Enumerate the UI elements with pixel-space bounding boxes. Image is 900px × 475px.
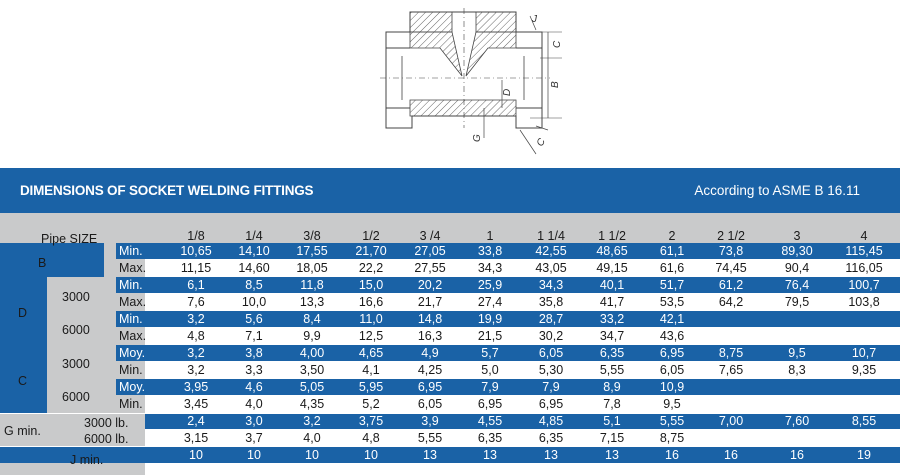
table-cell: 3,50 <box>299 363 325 377</box>
table-cell: 2,4 <box>187 414 205 428</box>
row-type-label: Max. <box>119 329 147 343</box>
pipe-size-header: 4 <box>860 229 868 243</box>
table-cell: 76,4 <box>784 278 810 292</box>
table-cell: 13,3 <box>299 295 325 309</box>
table-cell: 64,2 <box>718 295 744 309</box>
table-cell: 3,9 <box>421 414 439 428</box>
table-cell: 5,30 <box>538 363 564 377</box>
table-cell: 10,0 <box>241 295 267 309</box>
dim-label-d: D <box>502 88 513 96</box>
table-cell: 4,65 <box>358 346 384 360</box>
table-cell: 6,95 <box>477 397 503 411</box>
table-cell: 6,05 <box>417 397 443 411</box>
table-cell: 5,7 <box>481 346 499 360</box>
row-type-label: Min. <box>119 312 143 326</box>
table-cell: 8,4 <box>303 312 321 326</box>
row-type-label: Min. <box>119 363 143 377</box>
table-cell: 7,60 <box>784 414 810 428</box>
table-cell: 10 <box>189 448 203 462</box>
table-cell: 14,10 <box>238 244 270 258</box>
dim-label-g: G <box>472 134 483 142</box>
table-cell: 34,3 <box>477 261 503 275</box>
table-cell: 28,7 <box>538 312 564 326</box>
group-b-label: B <box>38 256 47 270</box>
table-header-bar <box>0 168 900 213</box>
table-cell: 3,0 <box>245 414 263 428</box>
table-cell: 14,8 <box>417 312 443 326</box>
table-cell: 3,3 <box>245 363 263 377</box>
pipe-size-header: 1/4 <box>245 229 263 243</box>
table-cell: 5,55 <box>417 431 443 445</box>
table-cell: 6,35 <box>477 431 503 445</box>
table-cell: 116,05 <box>845 261 883 275</box>
table-cell: 34,7 <box>599 329 625 343</box>
table-cell: 3,45 <box>183 397 209 411</box>
table-cell: 7,00 <box>718 414 744 428</box>
table-cell: 21,5 <box>477 329 503 343</box>
class-c-3000: 3000 <box>62 357 90 371</box>
table-cell: 7,65 <box>718 363 744 377</box>
table-cell: 14,60 <box>238 261 270 275</box>
table-cell: 33,8 <box>477 244 503 258</box>
table-cell: 25,9 <box>477 278 503 292</box>
table-cell: 16 <box>724 448 738 462</box>
table-cell: 4,6 <box>245 380 263 394</box>
table-cell: 13 <box>483 448 497 462</box>
table-cell: 11,8 <box>300 278 324 292</box>
table-cell: 16,3 <box>417 329 443 343</box>
table-cell: 18,05 <box>296 261 328 275</box>
table-cell: 41,7 <box>599 295 625 309</box>
table-cell: 3,15 <box>183 431 209 445</box>
table-cell: 7,9 <box>481 380 499 394</box>
table-cell: 16,6 <box>358 295 384 309</box>
table-cell: 7,9 <box>542 380 560 394</box>
table-cell: 9,9 <box>303 329 321 343</box>
table-cell: 7,15 <box>599 431 625 445</box>
table-cell: 34,3 <box>538 278 564 292</box>
table-cell: 8,5 <box>245 278 263 292</box>
pipe-size-header: 3 /4 <box>419 229 441 243</box>
table-cell: 16 <box>665 448 679 462</box>
pipe-size-header: 1 <box>486 229 494 243</box>
class-g-3000: 3000 lb. <box>84 416 129 430</box>
table-cell: 40,1 <box>599 278 625 292</box>
table-cell: 100,7 <box>848 278 880 292</box>
table-cell: 115,45 <box>845 244 883 258</box>
table-cell: 43,05 <box>535 261 567 275</box>
table-cell: 10 <box>305 448 319 462</box>
table-cell: 5,0 <box>481 363 499 377</box>
table-cell: 12,5 <box>358 329 384 343</box>
table-cell: 3,8 <box>245 346 263 360</box>
table-cell: 9,5 <box>788 346 806 360</box>
table-cell: 53,5 <box>659 295 685 309</box>
row-type-label: Max. <box>119 295 147 309</box>
dim-label-c-bottom: C <box>534 136 548 149</box>
table-cell: 13 <box>605 448 619 462</box>
group-g-label: G min. <box>4 424 41 438</box>
table-cell: 6,95 <box>659 346 685 360</box>
pipe-size-header: 3/8 <box>303 229 321 243</box>
table-cell: 6,95 <box>417 380 443 394</box>
table-cell: 4,85 <box>538 414 564 428</box>
table-cell: 35,8 <box>538 295 564 309</box>
table-cell: 8,55 <box>851 414 877 428</box>
table-cell: 3,2 <box>187 346 205 360</box>
table-cell: 4,55 <box>477 414 503 428</box>
table-cell: 42,1 <box>659 312 685 326</box>
class-g-6000: 6000 lb. <box>84 432 129 446</box>
row-type-label: Moy. <box>119 380 146 394</box>
table-title: DIMENSIONS OF SOCKET WELDING FITTINGS <box>20 183 314 198</box>
table-cell: 6,05 <box>659 363 685 377</box>
dim-label-c-top: C <box>552 40 563 48</box>
table-cell: 8,75 <box>659 431 685 445</box>
row-type-label: Min. <box>119 244 143 258</box>
table-cell: 3,2 <box>187 363 205 377</box>
table-cell: 74,45 <box>715 261 747 275</box>
pipe-size-header: 1 1/4 <box>537 229 565 243</box>
table-cell: 4,0 <box>303 431 321 445</box>
table-cell: 13 <box>544 448 558 462</box>
table-cell: 5,6 <box>245 312 263 326</box>
table-cell: 4,35 <box>299 397 325 411</box>
row-type-label: Max. <box>119 261 147 275</box>
table-cell: 8,3 <box>788 363 806 377</box>
table-cell: 27,05 <box>414 244 446 258</box>
table-cell: 4,00 <box>299 346 325 360</box>
table-cell: 3,7 <box>245 431 263 445</box>
dimensions-table <box>0 213 900 475</box>
table-cell: 5,55 <box>659 414 685 428</box>
table-cell: 51,7 <box>659 278 685 292</box>
table-cell: 7,1 <box>245 329 263 343</box>
table-cell: 30,2 <box>538 329 564 343</box>
pipe-size-header: 3 <box>793 229 801 243</box>
class-c-6000: 6000 <box>62 390 90 404</box>
table-cell: 5,05 <box>299 380 325 394</box>
table-cell: 3,2 <box>303 414 321 428</box>
table-cell: 16 <box>790 448 804 462</box>
table-cell: 33,2 <box>599 312 625 326</box>
pipe-size-header: 1/2 <box>362 229 380 243</box>
pipe-size-header: 1/8 <box>187 229 205 243</box>
row-type-label: Min. <box>119 278 143 292</box>
row-type-label: Min. <box>119 397 143 411</box>
table-cell: 5,55 <box>599 363 625 377</box>
dim-label-j: J <box>532 14 537 25</box>
pipe-size-header: 2 <box>668 229 676 243</box>
table-cell: 5,2 <box>362 397 380 411</box>
table-cell: 8,9 <box>603 380 621 394</box>
table-cell: 10 <box>247 448 261 462</box>
table-cell: 4,8 <box>362 431 380 445</box>
table-cell: 11,15 <box>180 261 212 275</box>
table-cell: 73,8 <box>718 244 744 258</box>
table-cell: 20,2 <box>417 278 443 292</box>
pipe-size-header: 1 1/2 <box>598 229 626 243</box>
table-cell: 61,2 <box>718 278 744 292</box>
table-cell: 103,8 <box>848 295 880 309</box>
table-cell: 4,1 <box>362 363 380 377</box>
table-cell: 19 <box>857 448 871 462</box>
table-cell: 27,4 <box>477 295 503 309</box>
table-cell: 13 <box>423 448 437 462</box>
pipe-size-label: Pipe SIZE <box>41 232 98 246</box>
table-cell: 10 <box>364 448 378 462</box>
table-cell: 3,2 <box>187 312 205 326</box>
table-cell: 21,70 <box>355 244 387 258</box>
table-cell: 8,75 <box>718 346 744 360</box>
table-cell: 79,5 <box>784 295 810 309</box>
table-cell: 48,65 <box>596 244 628 258</box>
table-cell: 4,0 <box>245 397 263 411</box>
table-cell: 3,75 <box>358 414 384 428</box>
dim-label-b: B <box>550 81 561 88</box>
group-d-label: D <box>18 306 28 320</box>
table-cell: 4,25 <box>417 363 443 377</box>
group-j-label: J min. <box>70 453 104 467</box>
table-cell: 17,55 <box>296 244 328 258</box>
table-cell: 6,35 <box>538 431 564 445</box>
table-cell: 11,0 <box>359 312 383 326</box>
table-cell: 21,7 <box>417 295 443 309</box>
group-b-band <box>0 243 104 277</box>
table-cell: 4,8 <box>187 329 205 343</box>
table-cell: 22,2 <box>358 261 384 275</box>
table-cell: 9,35 <box>851 363 877 377</box>
standard-label: According to ASME B 16.11 <box>694 183 860 198</box>
row-type-label: Moy. <box>119 346 146 360</box>
table-cell: 3,95 <box>183 380 209 394</box>
tee-fitting-drawing <box>380 8 580 158</box>
table-cell: 61,6 <box>659 261 685 275</box>
table-cell: 43,6 <box>659 329 685 343</box>
table-cell: 6,35 <box>599 346 625 360</box>
table-cell: 61,1 <box>659 244 685 258</box>
table-cell: 90,4 <box>784 261 810 275</box>
table-cell: 15,0 <box>358 278 384 292</box>
table-cell: 5,1 <box>603 414 621 428</box>
table-cell: 5,95 <box>358 380 384 394</box>
table-cell: 89,30 <box>781 244 813 258</box>
group-c-label: C <box>18 374 28 388</box>
class-d-6000: 6000 <box>62 323 90 337</box>
table-cell: 7,8 <box>603 397 621 411</box>
table-cell: 6,95 <box>538 397 564 411</box>
table-cell: 42,55 <box>535 244 567 258</box>
table-cell: 10,65 <box>180 244 212 258</box>
table-cell: 10,7 <box>851 346 877 360</box>
table-cell: 6,05 <box>538 346 564 360</box>
table-cell: 10,9 <box>659 380 685 394</box>
table-cell: 9,5 <box>663 397 681 411</box>
table-cell: 7,6 <box>187 295 205 309</box>
class-d-3000: 3000 <box>62 290 90 304</box>
table-cell: 27,55 <box>414 261 446 275</box>
table-cell: 19,9 <box>477 312 503 326</box>
pipe-size-header: 2 1/2 <box>717 229 745 243</box>
table-cell: 4,9 <box>421 346 439 360</box>
table-cell: 49,15 <box>596 261 628 275</box>
table-cell: 6,1 <box>187 278 205 292</box>
